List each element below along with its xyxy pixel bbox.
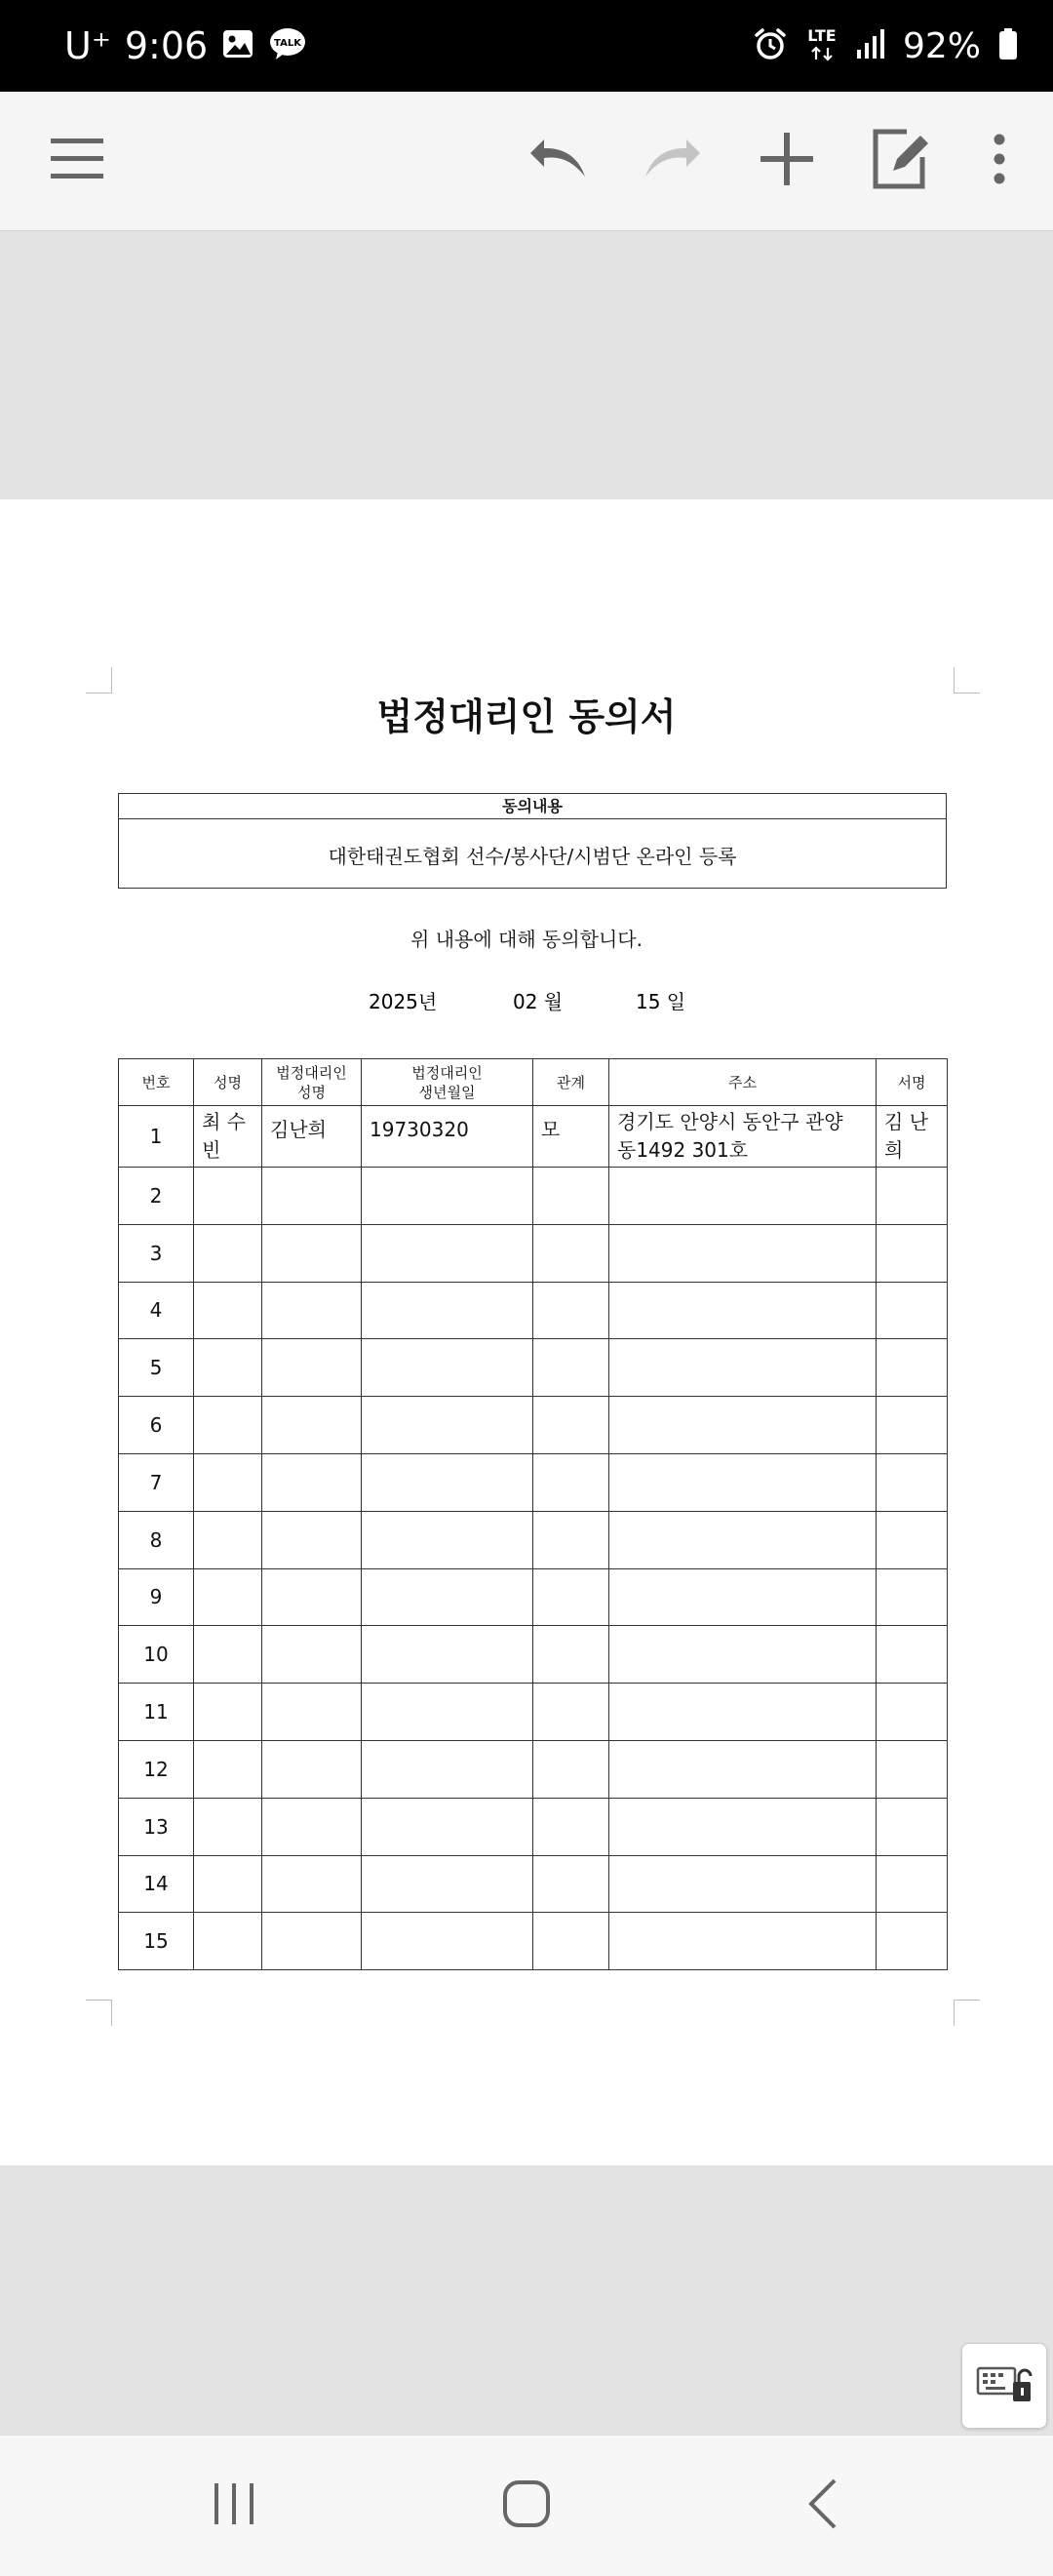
student-name bbox=[194, 1339, 262, 1397]
signature bbox=[877, 1568, 948, 1626]
guardian-name bbox=[262, 1913, 362, 1970]
keyboard-lock-button[interactable] bbox=[961, 2343, 1047, 2429]
crop-mark bbox=[954, 2000, 980, 2026]
relation bbox=[533, 1855, 609, 1913]
signal-icon bbox=[856, 28, 885, 63]
address bbox=[609, 1913, 877, 1970]
undo-button[interactable] bbox=[519, 92, 599, 230]
guardian-name bbox=[262, 1568, 362, 1626]
row-number: 3 bbox=[119, 1224, 194, 1282]
editor-toolbar bbox=[0, 92, 1053, 231]
signature bbox=[877, 1168, 948, 1225]
document-title: 법정대리인 동의서 bbox=[376, 695, 677, 738]
student-name bbox=[194, 1397, 262, 1454]
student-name bbox=[194, 1798, 262, 1855]
edit-icon bbox=[872, 128, 932, 194]
relation bbox=[533, 1511, 609, 1568]
address bbox=[609, 1453, 877, 1511]
table-row bbox=[119, 1224, 948, 1282]
guardian-birthdate bbox=[362, 1740, 533, 1798]
relation bbox=[533, 1282, 609, 1339]
signature bbox=[877, 1453, 948, 1511]
guardian-birthdate bbox=[362, 1913, 533, 1970]
student-name bbox=[194, 1684, 262, 1741]
header-guardian-birthdate: 법정대리인 생년월일 bbox=[362, 1059, 533, 1106]
status-bar bbox=[0, 0, 1053, 92]
address bbox=[609, 1339, 877, 1397]
crop-mark bbox=[86, 2000, 112, 2026]
table-row bbox=[119, 1339, 948, 1397]
address: 경기도 안양시 동안구 관양 동1492 301호 bbox=[609, 1106, 877, 1168]
guardian-name bbox=[262, 1282, 362, 1339]
home-icon bbox=[502, 2479, 551, 2532]
address bbox=[609, 1626, 877, 1684]
student-name bbox=[194, 1453, 262, 1511]
student-name bbox=[194, 1740, 262, 1798]
guardian-name bbox=[262, 1339, 362, 1397]
signature: 김 난 희 bbox=[877, 1106, 948, 1168]
gallery-icon bbox=[221, 27, 254, 64]
row-number: 14 bbox=[119, 1855, 194, 1913]
relation bbox=[533, 1913, 609, 1970]
row-number: 12 bbox=[119, 1740, 194, 1798]
student-name bbox=[194, 1511, 262, 1568]
add-button[interactable] bbox=[747, 92, 827, 230]
clock: 9:06 bbox=[124, 24, 209, 67]
header-relation: 관계 bbox=[533, 1059, 609, 1106]
consent-header: 동의내용 bbox=[119, 794, 946, 819]
signature bbox=[877, 1684, 948, 1741]
row-number: 15 bbox=[119, 1913, 194, 1970]
student-name bbox=[194, 1568, 262, 1626]
student-name bbox=[194, 1224, 262, 1282]
relation bbox=[533, 1453, 609, 1511]
address bbox=[609, 1282, 877, 1339]
header-signature: 서명 bbox=[877, 1059, 948, 1106]
guardian-birthdate bbox=[362, 1626, 533, 1684]
row-number: 2 bbox=[119, 1168, 194, 1225]
signature bbox=[877, 1511, 948, 1568]
signature bbox=[877, 1740, 948, 1798]
redo-icon bbox=[642, 138, 702, 184]
signature bbox=[877, 1397, 948, 1454]
row-number: 8 bbox=[119, 1511, 194, 1568]
address bbox=[609, 1798, 877, 1855]
redo-button[interactable] bbox=[632, 92, 712, 230]
guardian-birthdate: 19730320 bbox=[362, 1106, 533, 1168]
table-row bbox=[119, 1798, 948, 1855]
recent-apps-icon bbox=[211, 2481, 257, 2530]
guardian-birthdate bbox=[362, 1339, 533, 1397]
add-icon bbox=[759, 131, 815, 191]
relation bbox=[533, 1168, 609, 1225]
consent-box bbox=[118, 793, 947, 889]
menu-icon bbox=[49, 137, 105, 185]
student-name bbox=[194, 1626, 262, 1684]
relation bbox=[533, 1224, 609, 1282]
guardian-name bbox=[262, 1453, 362, 1511]
student-name bbox=[194, 1913, 262, 1970]
recent-apps-button[interactable] bbox=[185, 2436, 283, 2576]
svg-text:LTE: LTE bbox=[807, 26, 837, 45]
date-day: 15 일 bbox=[636, 990, 686, 1013]
table-row bbox=[119, 1684, 948, 1741]
relation bbox=[533, 1798, 609, 1855]
date-month: 02 월 bbox=[513, 990, 564, 1013]
guardian-birthdate bbox=[362, 1684, 533, 1741]
student-name bbox=[194, 1855, 262, 1913]
date-year: 2025년 bbox=[369, 990, 438, 1013]
signature bbox=[877, 1855, 948, 1913]
signature bbox=[877, 1913, 948, 1970]
table-row bbox=[119, 1397, 948, 1454]
guardian-name bbox=[262, 1511, 362, 1568]
guardian-name: 김난희 bbox=[262, 1106, 362, 1168]
guardian-birthdate bbox=[362, 1453, 533, 1511]
guardian-birthdate bbox=[362, 1568, 533, 1626]
table-row bbox=[119, 1568, 948, 1626]
row-number: 4 bbox=[119, 1282, 194, 1339]
guardian-birthdate bbox=[362, 1511, 533, 1568]
signature bbox=[877, 1626, 948, 1684]
address bbox=[609, 1740, 877, 1798]
address bbox=[609, 1224, 877, 1282]
row-number: 11 bbox=[119, 1684, 194, 1741]
row-number: 5 bbox=[119, 1339, 194, 1397]
table-row bbox=[119, 1106, 948, 1168]
svg-text:TALK: TALK bbox=[274, 38, 302, 49]
back-button[interactable] bbox=[774, 2436, 872, 2576]
guardian-table bbox=[118, 1058, 948, 1970]
relation bbox=[533, 1397, 609, 1454]
row-number: 6 bbox=[119, 1397, 194, 1454]
guardian-name bbox=[262, 1855, 362, 1913]
table-row bbox=[119, 1282, 948, 1339]
battery-percent: 92% bbox=[902, 25, 981, 66]
signature bbox=[877, 1798, 948, 1855]
document-page[interactable] bbox=[0, 499, 1053, 2165]
header-address: 주소 bbox=[609, 1059, 877, 1106]
address bbox=[609, 1511, 877, 1568]
table-row bbox=[119, 1168, 948, 1225]
student-name: 최 수 빈 bbox=[194, 1106, 262, 1168]
guardian-birthdate bbox=[362, 1798, 533, 1855]
guardian-name bbox=[262, 1798, 362, 1855]
row-number: 13 bbox=[119, 1798, 194, 1855]
back-icon bbox=[807, 2478, 838, 2533]
student-name bbox=[194, 1168, 262, 1225]
guardian-birthdate bbox=[362, 1282, 533, 1339]
battery-icon bbox=[998, 27, 1018, 64]
signature bbox=[877, 1224, 948, 1282]
relation bbox=[533, 1740, 609, 1798]
address bbox=[609, 1397, 877, 1454]
table-row bbox=[119, 1626, 948, 1684]
address bbox=[609, 1684, 877, 1741]
home-button[interactable] bbox=[478, 2436, 575, 2576]
row-number: 1 bbox=[119, 1106, 194, 1168]
address bbox=[609, 1855, 877, 1913]
table-row bbox=[119, 1855, 948, 1913]
guardian-birthdate bbox=[362, 1397, 533, 1454]
student-name bbox=[194, 1282, 262, 1339]
guardian-name bbox=[262, 1168, 362, 1225]
address bbox=[609, 1568, 877, 1626]
lte-icon bbox=[805, 24, 838, 67]
guardian-name bbox=[262, 1397, 362, 1454]
undo-icon bbox=[528, 138, 589, 184]
table-row bbox=[119, 1740, 948, 1798]
kakaotalk-icon bbox=[268, 26, 307, 65]
menu-button[interactable] bbox=[37, 92, 117, 230]
relation bbox=[533, 1626, 609, 1684]
row-number: 10 bbox=[119, 1626, 194, 1684]
relation bbox=[533, 1568, 609, 1626]
guardian-birthdate bbox=[362, 1224, 533, 1282]
guardian-name bbox=[262, 1740, 362, 1798]
header-number: 번호 bbox=[119, 1059, 194, 1106]
relation: 모 bbox=[533, 1106, 609, 1168]
guardian-name bbox=[262, 1224, 362, 1282]
table-row bbox=[119, 1453, 948, 1511]
more-icon bbox=[993, 133, 1006, 189]
row-number: 9 bbox=[119, 1568, 194, 1626]
header-guardian-name: 법정대리인 성명 bbox=[262, 1059, 362, 1106]
signature bbox=[877, 1339, 948, 1397]
guardian-name bbox=[262, 1684, 362, 1741]
more-options-button[interactable] bbox=[975, 92, 1024, 230]
relation bbox=[533, 1339, 609, 1397]
signature bbox=[877, 1282, 948, 1339]
guardian-name bbox=[262, 1626, 362, 1684]
header-name: 성명 bbox=[194, 1059, 262, 1106]
table-header-row bbox=[119, 1059, 948, 1106]
address bbox=[609, 1168, 877, 1225]
edit-button[interactable] bbox=[862, 92, 942, 230]
row-number: 7 bbox=[119, 1453, 194, 1511]
agreement-statement: 위 내용에 대해 동의합니다. bbox=[410, 928, 643, 951]
guardian-birthdate bbox=[362, 1855, 533, 1913]
table-row bbox=[119, 1511, 948, 1568]
relation bbox=[533, 1684, 609, 1741]
keyboard-lock-icon bbox=[976, 2362, 1033, 2409]
navigation-bar bbox=[0, 2435, 1053, 2576]
table-row bbox=[119, 1913, 948, 1970]
consent-content: 대한태권도협회 선수/봉사단/시범단 온라인 등록 bbox=[328, 844, 737, 868]
carrier-label: U⁺ bbox=[64, 24, 111, 67]
alarm-icon bbox=[753, 26, 788, 65]
guardian-birthdate bbox=[362, 1168, 533, 1225]
